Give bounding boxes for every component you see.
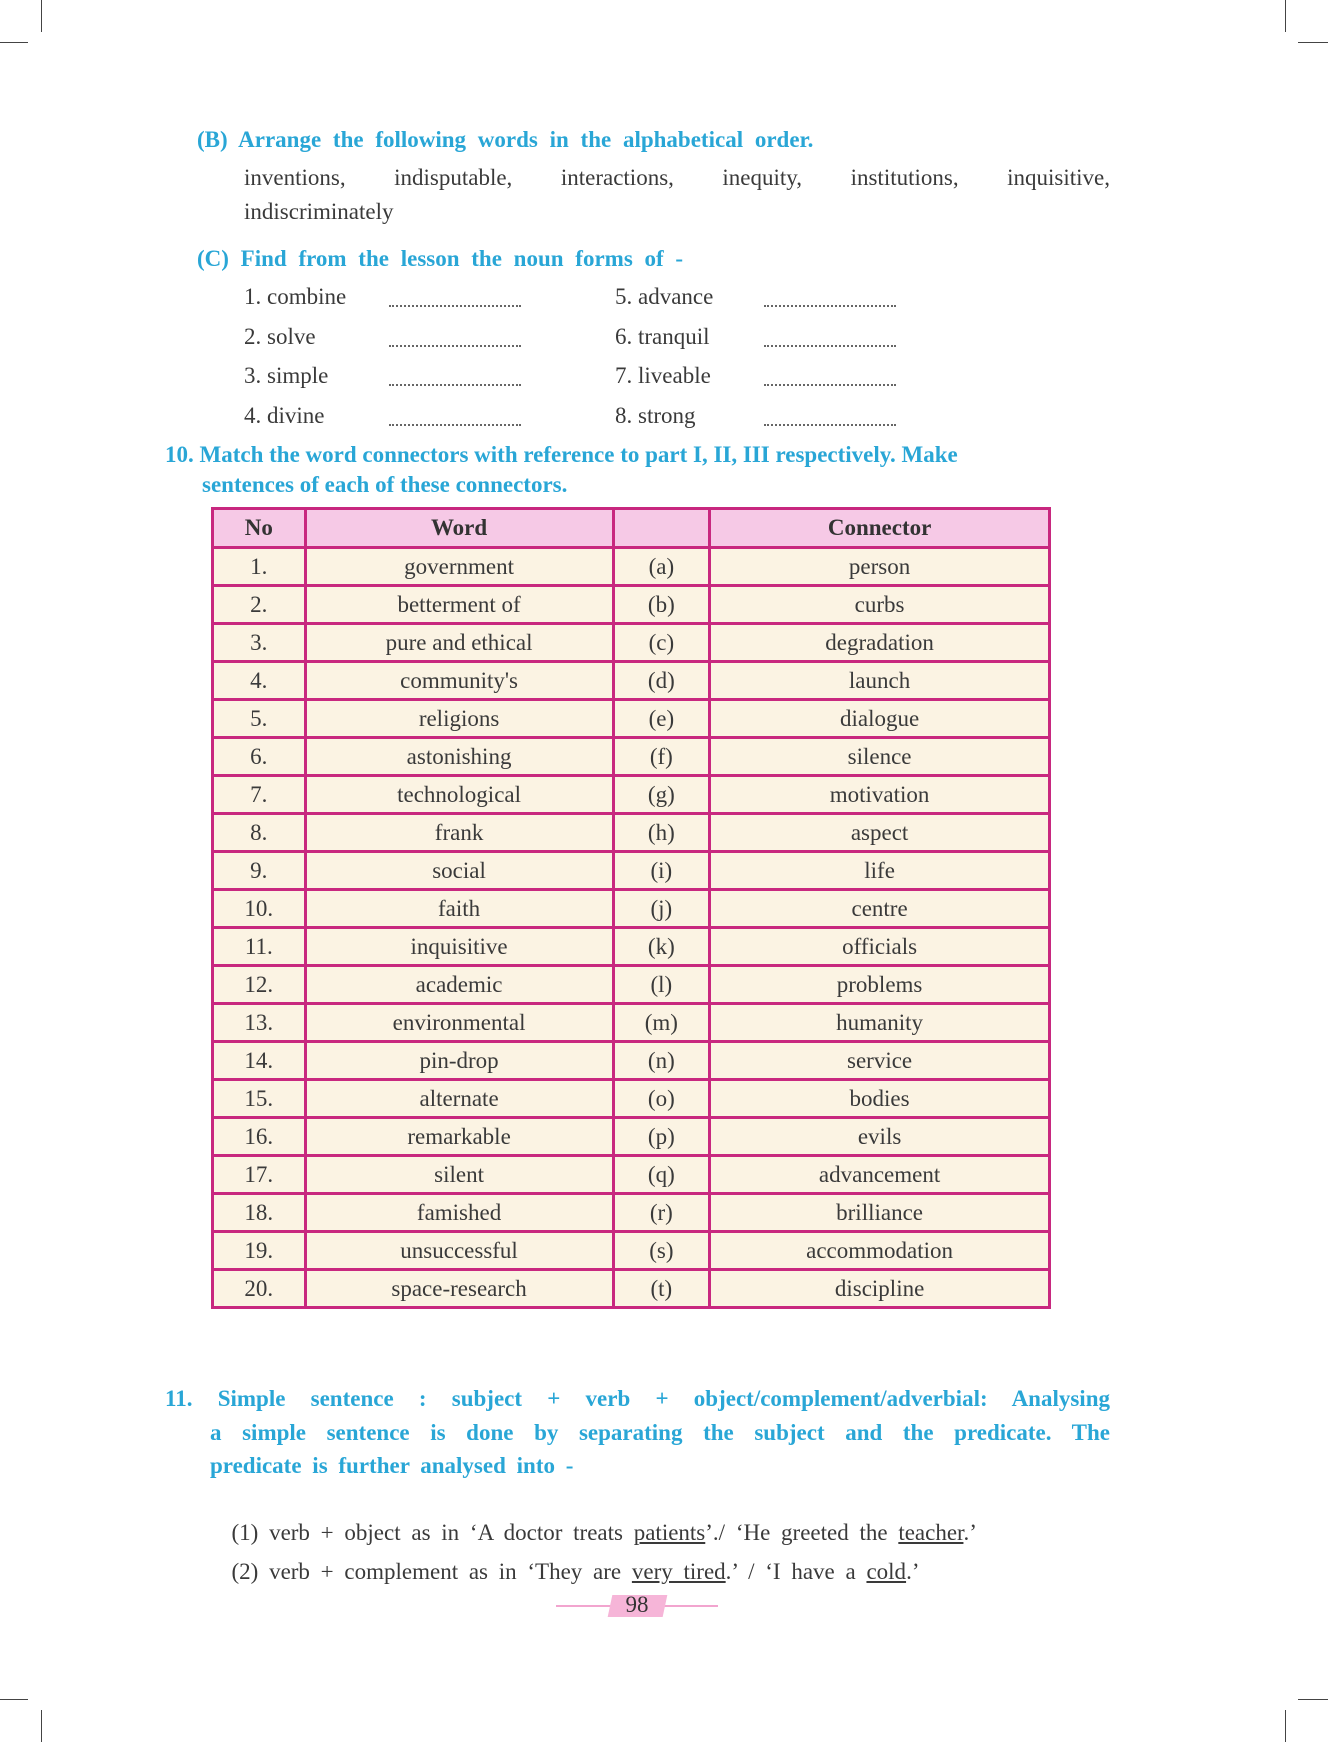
example-text: .’ bbox=[906, 1559, 920, 1584]
connector-cell: officials bbox=[710, 928, 1050, 966]
word-item: institutions, bbox=[850, 165, 959, 190]
table-row bbox=[213, 624, 1050, 662]
table-row bbox=[213, 662, 1050, 700]
crop-mark bbox=[1285, 1710, 1286, 1742]
noun-form-item: 5. advance bbox=[615, 284, 714, 309]
section-c-heading: (C) Find from the lesson the noun forms of - bbox=[197, 246, 684, 271]
word-cell: social bbox=[305, 852, 613, 890]
table-row bbox=[213, 928, 1050, 966]
letter-cell: (o) bbox=[613, 1080, 710, 1118]
question-10-text: sentences of each of these connectors. bbox=[202, 472, 568, 497]
letter-cell: (c) bbox=[613, 624, 710, 662]
example-line-2 bbox=[210, 1533, 919, 1585]
word-item: interactions, bbox=[560, 165, 674, 190]
word-cell: alternate bbox=[305, 1080, 613, 1118]
word-cell: remarkable bbox=[305, 1118, 613, 1156]
answer-blank[interactable] bbox=[389, 345, 521, 347]
table-row bbox=[213, 1118, 1050, 1156]
connector-cell: humanity bbox=[710, 1004, 1050, 1042]
table-row bbox=[213, 1004, 1050, 1042]
letter-cell: (r) bbox=[613, 1194, 710, 1232]
match-table-body bbox=[213, 548, 1050, 1308]
question-10-text: 10. Match the word connectors with reference to part I, II, III respectively. Make bbox=[165, 442, 958, 467]
word-cell: pin-drop bbox=[305, 1042, 613, 1080]
noun-form-item: 7. liveable bbox=[615, 363, 711, 388]
column-header-word: Word bbox=[305, 509, 613, 548]
connector-cell: bodies bbox=[710, 1080, 1050, 1118]
connector-cell: dialogue bbox=[710, 700, 1050, 738]
word-cell: astonishing bbox=[305, 738, 613, 776]
table-row bbox=[213, 1270, 1050, 1308]
letter-cell: (e) bbox=[613, 700, 710, 738]
column-header-connector: Connector bbox=[710, 509, 1050, 548]
page-number: 98 bbox=[625, 1592, 649, 1617]
word-cell: academic bbox=[305, 966, 613, 1004]
noun-form-item: 8. strong bbox=[615, 403, 696, 428]
row-number: 1. bbox=[213, 548, 306, 586]
word-cell: community's bbox=[305, 662, 613, 700]
connector-cell: person bbox=[710, 548, 1050, 586]
crop-mark bbox=[0, 42, 28, 43]
connector-cell: discipline bbox=[710, 1270, 1050, 1308]
connector-cell: launch bbox=[710, 662, 1050, 700]
row-number: 2. bbox=[213, 586, 306, 624]
letter-cell: (s) bbox=[613, 1232, 710, 1270]
underlined-word: cold bbox=[866, 1559, 907, 1584]
answer-blank[interactable] bbox=[389, 384, 521, 386]
table-row bbox=[213, 890, 1050, 928]
row-number: 3. bbox=[213, 624, 306, 662]
row-number: 20. bbox=[213, 1270, 306, 1308]
underlined-word: very tired bbox=[631, 1559, 726, 1584]
row-number: 14. bbox=[213, 1042, 306, 1080]
crop-mark bbox=[41, 1710, 42, 1742]
word-cell: space-research bbox=[305, 1270, 613, 1308]
table-row bbox=[213, 776, 1050, 814]
letter-cell: (b) bbox=[613, 586, 710, 624]
word-cell: religions bbox=[305, 700, 613, 738]
row-number: 15. bbox=[213, 1080, 306, 1118]
row-number: 13. bbox=[213, 1004, 306, 1042]
row-number: 17. bbox=[213, 1156, 306, 1194]
answer-blank[interactable] bbox=[389, 424, 521, 426]
table-row bbox=[213, 814, 1050, 852]
letter-cell: (k) bbox=[613, 928, 710, 966]
crop-mark bbox=[41, 0, 42, 32]
connector-cell: accommodation bbox=[710, 1232, 1050, 1270]
connector-cell: motivation bbox=[710, 776, 1050, 814]
letter-cell: (d) bbox=[613, 662, 710, 700]
example-text: (2) verb + complement as in ‘They are bbox=[231, 1559, 632, 1584]
table-row bbox=[213, 1194, 1050, 1232]
row-number: 12. bbox=[213, 966, 306, 1004]
question-11-text: 11. Simple sentence : subject + verb + object/complement/adverbial: Analysing bbox=[165, 1386, 1110, 1411]
letter-cell: (m) bbox=[613, 1004, 710, 1042]
example-text: (1) verb + object as in ‘A doctor treats bbox=[231, 1520, 634, 1545]
noun-form-item: 2. solve bbox=[244, 324, 316, 349]
table-row bbox=[213, 548, 1050, 586]
underlined-word: teacher bbox=[898, 1520, 964, 1545]
example-text: ’./ ‘He greeted the bbox=[705, 1520, 899, 1545]
row-number: 6. bbox=[213, 738, 306, 776]
word-cell: famished bbox=[305, 1194, 613, 1232]
letter-cell: (f) bbox=[613, 738, 710, 776]
letter-cell: (t) bbox=[613, 1270, 710, 1308]
table-row bbox=[213, 1042, 1050, 1080]
connector-cell: centre bbox=[710, 890, 1050, 928]
connector-cell: service bbox=[710, 1042, 1050, 1080]
answer-blank[interactable] bbox=[764, 424, 896, 426]
letter-cell: (j) bbox=[613, 890, 710, 928]
word-item: inventions, bbox=[244, 165, 346, 190]
noun-form-item: 4. divine bbox=[244, 403, 325, 428]
word-cell: silent bbox=[305, 1156, 613, 1194]
word-item: indiscriminately bbox=[244, 199, 394, 224]
letter-cell: (a) bbox=[613, 548, 710, 586]
column-header-no: No bbox=[213, 509, 306, 548]
row-number: 7. bbox=[213, 776, 306, 814]
row-number: 10. bbox=[213, 890, 306, 928]
answer-blank[interactable] bbox=[764, 384, 896, 386]
row-number: 11. bbox=[213, 928, 306, 966]
noun-form-item: 6. tranquil bbox=[615, 324, 710, 349]
letter-cell: (i) bbox=[613, 852, 710, 890]
letter-cell: (p) bbox=[613, 1118, 710, 1156]
row-number: 5. bbox=[213, 700, 306, 738]
word-item: inquisitive, bbox=[1007, 165, 1110, 190]
connector-cell: curbs bbox=[710, 586, 1050, 624]
table-row bbox=[213, 738, 1050, 776]
crop-mark bbox=[0, 1699, 28, 1700]
row-number: 16. bbox=[213, 1118, 306, 1156]
table-row bbox=[213, 586, 1050, 624]
word-cell: pure and ethical bbox=[305, 624, 613, 662]
answer-blank[interactable] bbox=[764, 345, 896, 347]
word-cell: inquisitive bbox=[305, 928, 613, 966]
underlined-word: patients bbox=[633, 1520, 706, 1545]
table-row bbox=[213, 966, 1050, 1004]
table-row bbox=[213, 1156, 1050, 1194]
row-number: 9. bbox=[213, 852, 306, 890]
row-number: 8. bbox=[213, 814, 306, 852]
row-number: 4. bbox=[213, 662, 306, 700]
connector-cell: aspect bbox=[710, 814, 1050, 852]
table-row bbox=[213, 852, 1050, 890]
table-row bbox=[213, 700, 1050, 738]
letter-cell: (n) bbox=[613, 1042, 710, 1080]
example-text: .’ / ‘I have a bbox=[725, 1559, 867, 1584]
connector-cell: degradation bbox=[710, 624, 1050, 662]
word-cell: technological bbox=[305, 776, 613, 814]
letter-cell: (g) bbox=[613, 776, 710, 814]
table-header-row bbox=[213, 509, 1050, 548]
word-item: inequity, bbox=[722, 165, 803, 190]
letter-cell: (h) bbox=[613, 814, 710, 852]
answer-blank[interactable] bbox=[764, 305, 896, 307]
table-row bbox=[213, 1232, 1050, 1270]
word-item: indisputable, bbox=[394, 165, 513, 190]
connector-cell: advancement bbox=[710, 1156, 1050, 1194]
letter-cell: (l) bbox=[613, 966, 710, 1004]
word-cell: frank bbox=[305, 814, 613, 852]
connector-cell: silence bbox=[710, 738, 1050, 776]
column-header-letter bbox=[613, 509, 710, 548]
word-cell: betterment of bbox=[305, 586, 613, 624]
noun-form-item: 1. combine bbox=[244, 284, 347, 309]
crop-mark bbox=[1298, 42, 1328, 43]
connector-cell: problems bbox=[710, 966, 1050, 1004]
question-11-text: a simple sentence is done by separating the subject and the predicate. The bbox=[210, 1420, 1110, 1445]
crop-mark bbox=[1298, 1699, 1328, 1700]
word-cell: government bbox=[305, 548, 613, 586]
question-11-text: predicate is further analysed into - bbox=[210, 1453, 574, 1478]
connector-cell: evils bbox=[710, 1118, 1050, 1156]
connector-cell: life bbox=[710, 852, 1050, 890]
letter-cell: (q) bbox=[613, 1156, 710, 1194]
crop-mark bbox=[1285, 0, 1286, 32]
match-table bbox=[211, 507, 1051, 1309]
section-b-word-list bbox=[244, 165, 1110, 191]
row-number: 18. bbox=[213, 1194, 306, 1232]
row-number: 19. bbox=[213, 1232, 306, 1270]
example-text: .’ bbox=[963, 1520, 977, 1545]
table-row bbox=[213, 1080, 1050, 1118]
word-cell: faith bbox=[305, 890, 613, 928]
word-cell: unsuccessful bbox=[305, 1232, 613, 1270]
section-b-heading: (B) Arrange the following words in the alphabetical order. bbox=[197, 127, 814, 152]
noun-form-item: 3. simple bbox=[244, 363, 329, 388]
word-cell: environmental bbox=[305, 1004, 613, 1042]
connector-cell: brilliance bbox=[710, 1194, 1050, 1232]
answer-blank[interactable] bbox=[389, 305, 521, 307]
